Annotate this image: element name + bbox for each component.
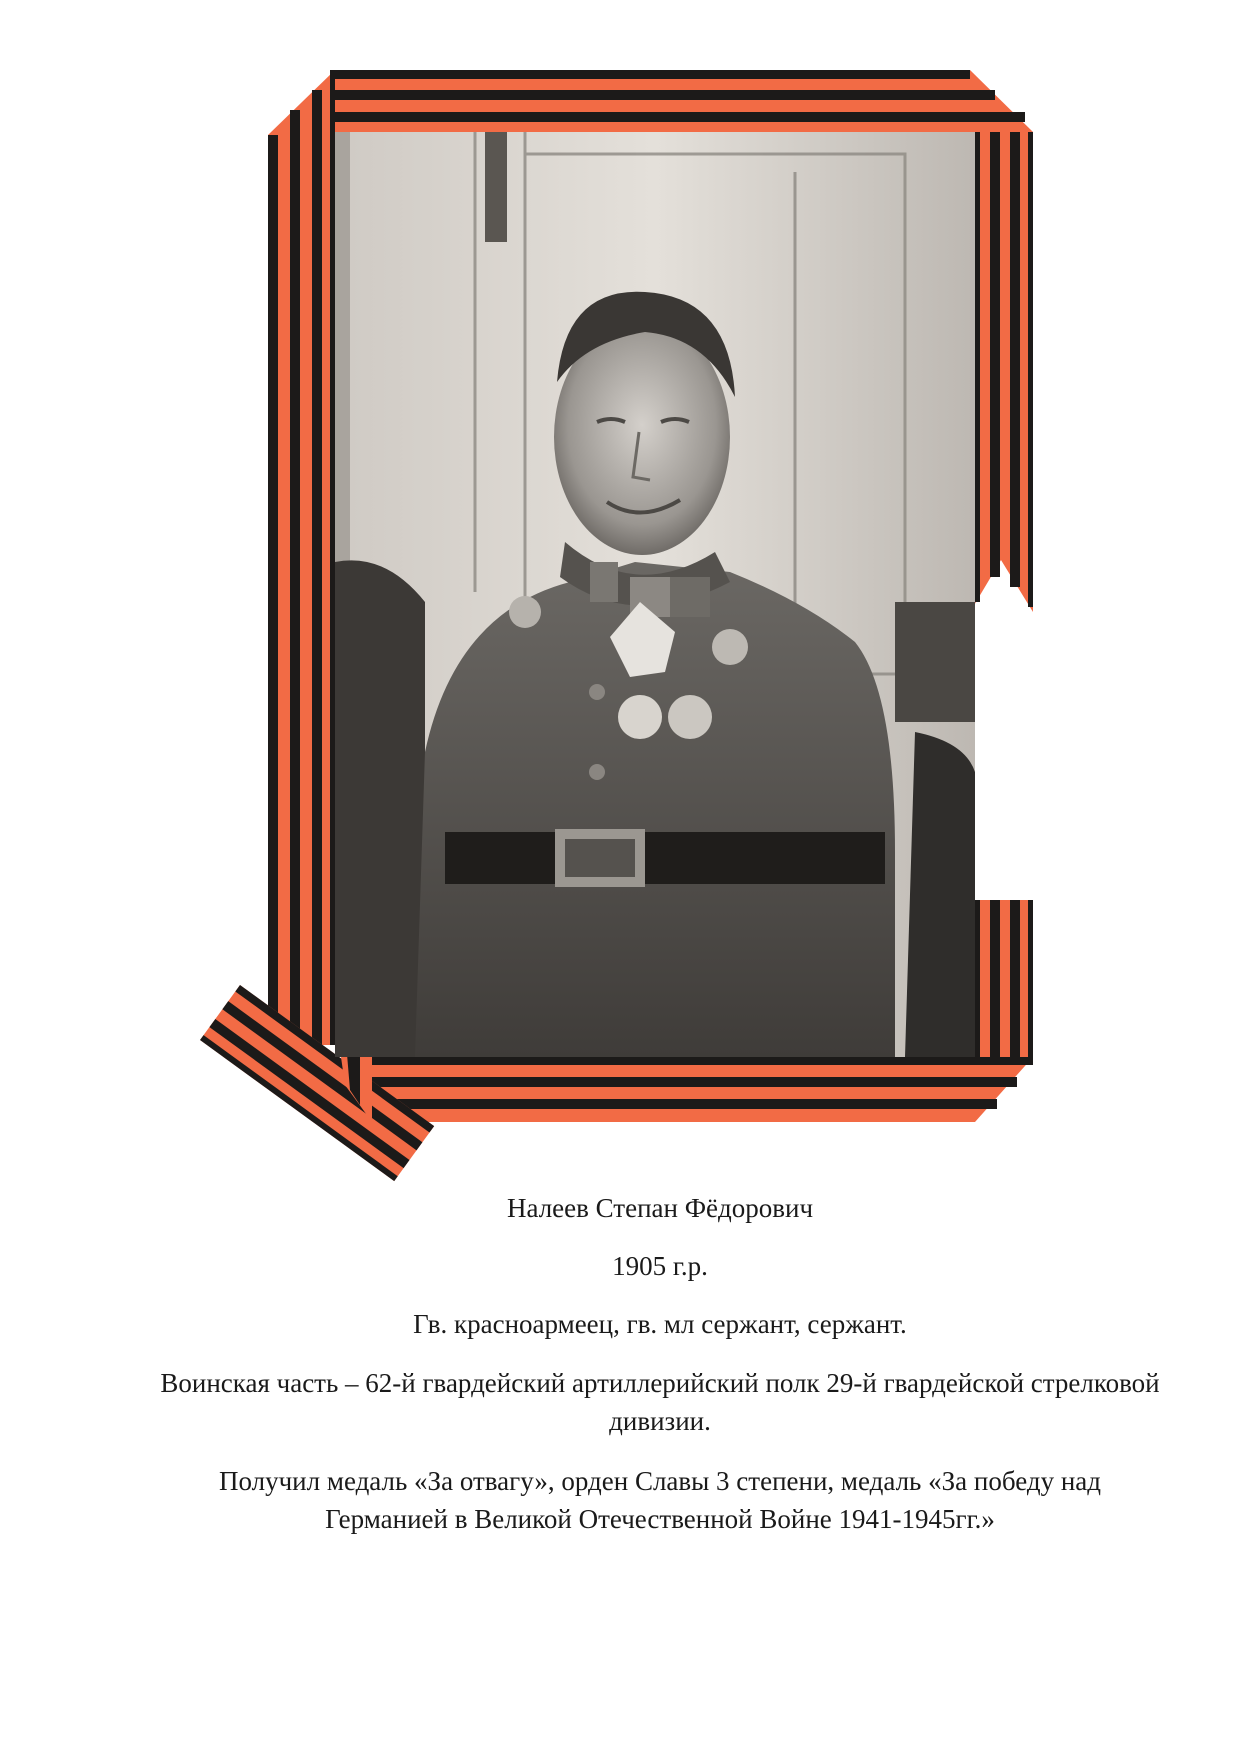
caption-block	[160, 1190, 1160, 1560]
birth-year: 1905 г.р.	[612, 1251, 708, 1281]
ribbon-right-upper	[970, 132, 1033, 612]
ribbon-left	[268, 70, 335, 1045]
military-unit: Воинская часть – 62-й гвардейский артиллерийский полк 29-й гвардейской стрелковой дивизии.	[160, 1368, 1160, 1436]
awards: Получил медаль «За отвагу», орден Славы 3 степени, медаль «За победу над Германией в Великой Отечественной Войне 1941-1945гг.»	[218, 1466, 1101, 1534]
soldier-name: Налеев Степан Фёдорович	[506, 1193, 814, 1223]
military-rank: Гв. красноармеец, гв. мл сержант, сержант.	[413, 1309, 907, 1339]
ribbon-right-lower	[970, 900, 1033, 1060]
ribbon-bottom	[372, 1057, 1033, 1122]
portrait-photo	[335, 132, 975, 1057]
ribbon-top	[335, 70, 1033, 132]
